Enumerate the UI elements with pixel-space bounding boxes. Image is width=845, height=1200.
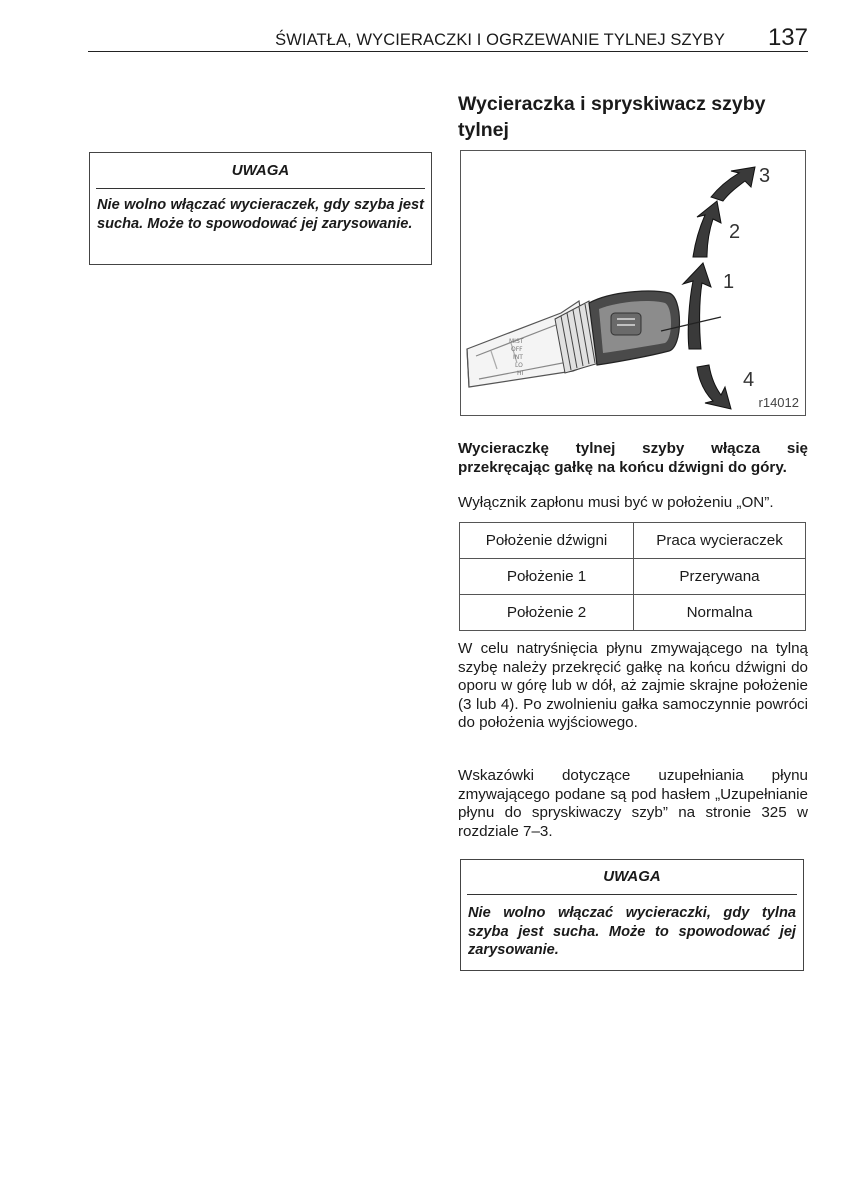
- table-row: [460, 559, 806, 595]
- warning-rule: [467, 894, 797, 895]
- table-cell: Położenie 1: [460, 559, 634, 595]
- warning-box-right: [460, 859, 804, 971]
- svg-text:LO: LO: [515, 362, 523, 369]
- table-cell: Normalna: [634, 595, 806, 631]
- table-row: [460, 595, 806, 631]
- washer-paragraph: W celu natryśnięcia płynu zmywającego na tylną szybę należy przekręcić gałkę na końcu dźwigni do oporu w górę lub w dół, aż zajmie skrajne położenie (3 lub 4). Po zwolnieniu gałka samoczynnie powróci do położenia wyjściowego.: [458, 640, 808, 731]
- position-label-2: 2: [729, 221, 741, 243]
- svg-text:INT: INT: [513, 354, 523, 361]
- intro-paragraph: Wycieraczkę tylnej szyby włącza się przekręcając gałkę na końcu dźwigni do góry.: [458, 440, 808, 476]
- warning-text: Nie wolno włączać wycieraczek, gdy szyba jest sucha. Może to spowodować jej zarysowanie.: [97, 197, 424, 232]
- ignition-paragraph: Wyłącznik zapłonu musi być w położeniu „ON”.: [458, 494, 774, 511]
- running-header: ŚWIATŁA, WYCIERACZKI I OGRZEWANIE TYLNEJ SZYBY: [275, 31, 725, 49]
- refill-paragraph: Wskazówki dotyczące uzupełniania płynu zmywającego podane są pod hasłem „Uzupełnianie płynu do spryskiwaczy szyb” na stronie 325 w rozdziale 7–3.: [458, 767, 808, 840]
- page-number: 137: [767, 24, 808, 51]
- warning-text: Nie wolno włączać wycieraczki, gdy tylna szyba jest sucha. Może to spowodować jej zarysowanie.: [468, 905, 796, 958]
- warning-rule: [96, 188, 425, 189]
- position-label-4: 4: [743, 369, 755, 391]
- wiper-lever-figure: [460, 150, 806, 416]
- lever-position-table: [459, 522, 806, 631]
- svg-text:OFF: OFF: [511, 346, 523, 353]
- table-header-row: [460, 523, 806, 559]
- svg-text:MIST: MIST: [509, 338, 524, 345]
- table-cell: Położenie 2: [460, 595, 634, 631]
- table-header-cell: Położenie dźwigni: [460, 523, 634, 559]
- lever-knob: [589, 291, 680, 365]
- header-rule: [88, 51, 808, 52]
- position-label-1: 1: [723, 271, 735, 293]
- section-heading: Wycieraczka i spryskiwacz szyby tylnej: [458, 93, 766, 141]
- svg-text:HI: HI: [517, 370, 524, 377]
- warning-box-left: [89, 152, 432, 265]
- table-header-cell: Praca wycieraczek: [634, 523, 806, 559]
- figure-code: r14012: [758, 395, 799, 410]
- warning-title: UWAGA: [603, 868, 661, 885]
- warning-title: UWAGA: [231, 162, 290, 179]
- position-label-3: 3: [759, 165, 771, 187]
- table-cell: Przerywana: [634, 559, 806, 595]
